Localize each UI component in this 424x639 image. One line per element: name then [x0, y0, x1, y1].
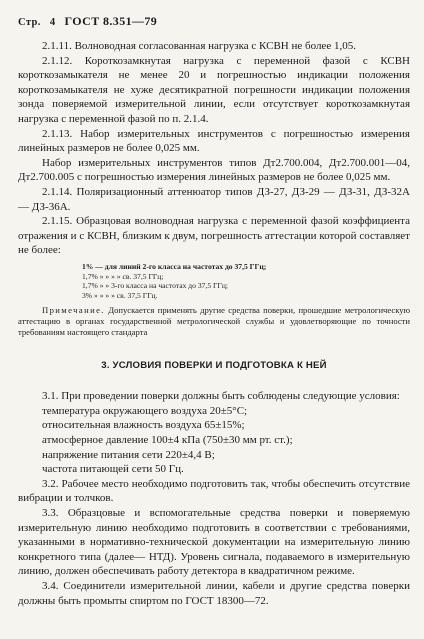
standard-number: ГОСТ 8.351—79: [64, 14, 158, 28]
page-header: [18, 14, 410, 29]
page-number: 4: [49, 17, 56, 28]
paragraph-2-1-13: 2.1.13. Набор измерительных инструментов с погрешностью измерения линейных размеров не более 0,025 мм.: [18, 127, 410, 155]
tolerance-row: 1% — для линий 2-го класса на частотах до 37,5 ГГц;: [82, 261, 267, 271]
paragraph-2-1-15: 2.1.15. Образцовая волноводная нагрузка с переменной фазой коэффициента отражения и с КСВН, близким к двум, погрешность аттестации которой составляет не более:: [18, 215, 410, 257]
paragraph-2-1-13-alt: Набор измерительных инструментов типов Дт2.700.004, Дт2.700.001—04, Дт2.700.005 с погрешностью измерения линейных размеров не более 0,025 мм.: [18, 156, 410, 184]
paragraph-3-3: 3.3. Образцовые и вспомогательные средства поверки и поверяемую измерительную линию необходимо подготовить в соответствии с требованиями, указанными в нормативно-технической документации на измерительную линию конкретного типа (далее— НТД). Уровень сигнала, подаваемого в измерительную линию, должен обеспечивать работу детектора в квадратичном режиме.: [18, 507, 410, 578]
paragraph-3-2: 3.2. Рабочее место необходимо подготовить так, чтобы обеспечить отсутствие вибрации и толчков.: [18, 477, 410, 505]
condition-frequency: частота питающей сети 50 Гц.: [42, 463, 184, 476]
paragraph-3-1: 3.1. При проведении поверки должны быть соблюдены следующие условия:: [42, 390, 400, 403]
condition-temperature: температура окружающего воздуха 20±5°С;: [42, 404, 248, 417]
tolerance-row: 3% » » » » св. 37,5 ГГц.: [82, 290, 158, 300]
paragraph-3-4: 3.4. Соединители измерительной линии, кабели и другие средства поверки должны быть промыты спиртом по ГОСТ 18300—72.: [18, 580, 410, 607]
note-label: Примечание.: [42, 305, 105, 316]
tolerance-row: 1,7% » » 3-го класса на частотах до 37,5 ГГц;: [82, 281, 228, 291]
condition-humidity: относительная влажность воздуха 65±15%;: [42, 419, 245, 432]
note-text: Допускается применять другие средства поверки, прошедшие метрологическую аттестацию в органах государственной метрологической службы и удовлетворяющие по точности требованиям настоящего стандарта: [18, 305, 410, 338]
paragraph-2-1-12: 2.1.12. Короткозамкнутая нагрузка с переменной фазой с КСВН короткозамыкателя не менее 20 и погрешностью индикации положения короткозамыкателя не хуже десятикратной погрешности индикации положения зонда поверяемой измерительной линии, если отсутствует короткозамкнутая нагрузка с переменной фазой по п. 2.1.4.: [18, 54, 410, 125]
section-title: 3. УСЛОВИЯ ПОВЕРКИ И ПОДГОТОВКА К НЕЙ: [101, 360, 327, 372]
paragraph-2-1-14: 2.1.14. Поляризационный аттенюатор типов ДЗ-27, ДЗ-29 — ДЗ-31, ДЗ-32А — ДЗ-36А.: [18, 185, 410, 213]
condition-pressure: атмосферное давление 100±4 кПа (750±30 мм рт. ст.);: [42, 434, 293, 447]
tolerance-row: 1,7% » » » » св. 37,5 ГГц;: [82, 271, 164, 281]
condition-voltage: напряжение питания сети 220±4,4 В;: [42, 448, 215, 461]
tolerance-list: [82, 262, 410, 300]
page-label: Стр.: [18, 17, 41, 28]
paragraph-2-1-11: 2.1.11. Волноводная согласованная нагрузка с КСВН не более 1,05.: [42, 40, 356, 52]
note: [18, 305, 410, 338]
